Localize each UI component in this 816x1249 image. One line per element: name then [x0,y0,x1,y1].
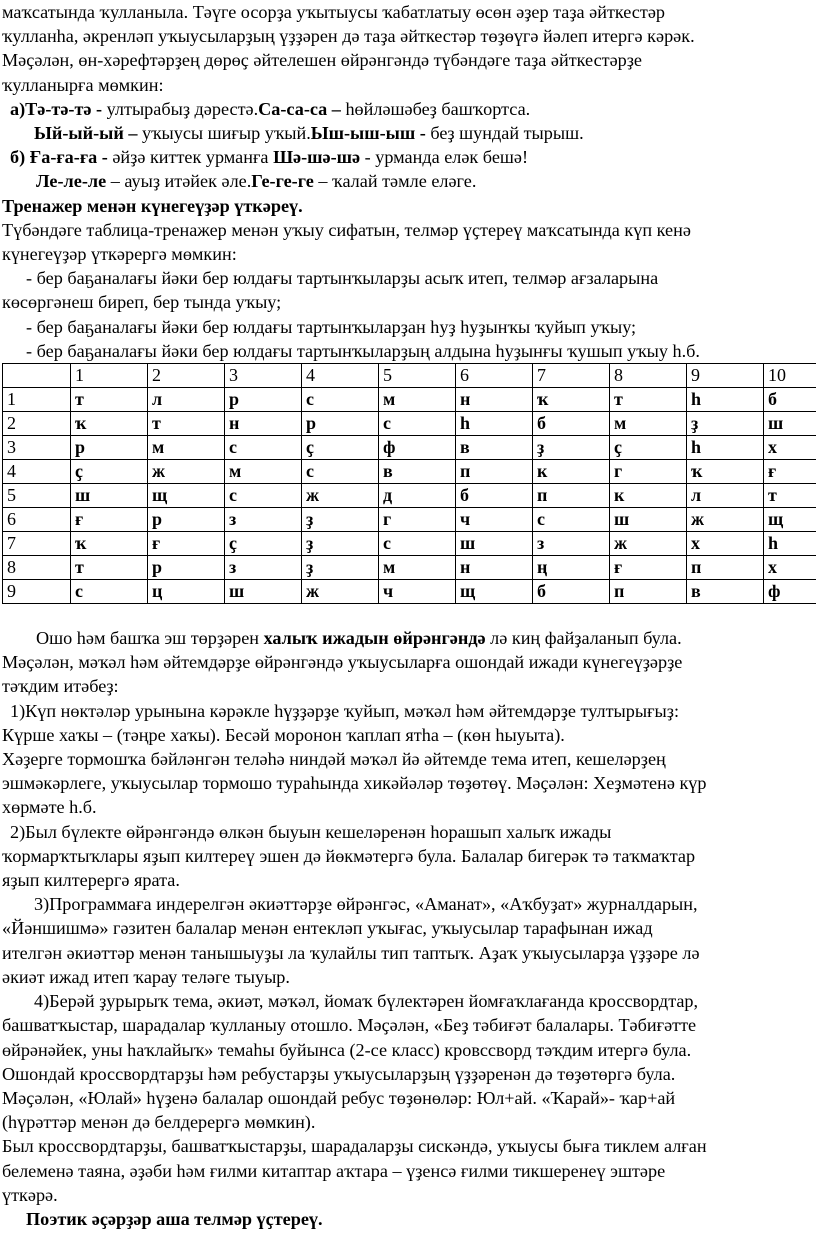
table-row-header: 5 [3,484,71,508]
bullet-item: - бер баҕаналағы йәки бер юлдағы тартынҡыларҙың алдына һуҙынғы ҡушып уҡыу һ.б. [26,340,700,361]
section-heading: Поэтик әҫәрҙәр аша телмәр үҫтереү. [26,1208,323,1229]
table-cell: ч [379,580,456,604]
text-line: башватҡыстар, шарадалар ҡулланыу отошло. Мәҫәлән, «Беҙ тәбиғәт балалары. Тәбиғәтте [2,1015,697,1036]
table-cell: м [379,388,456,412]
table-cell: ж [302,484,379,508]
table-column-header: 8 [610,364,687,388]
list-item-4 [2,989,816,1207]
text-line: «Йәншишмә» гәзитен балалар менән ентекләп уҡығас, уҡыусылар тарафынан ижад [2,918,653,939]
table-cell: х [764,436,816,460]
table-cell: с [379,412,456,436]
table-cell: ҡ [71,532,148,556]
example-bold: а)Тә-тә-тә - [10,98,103,119]
text-line: (һүрәттәр менән дә белдерергә мөмкин). [2,1112,316,1133]
example-bold: б) Ға-ға-ға - [10,147,108,168]
table-cell: ғ [71,508,148,532]
text-line: Был кроссвордтарҙы, башватҡыстарҙы, шарадаларҙы сискәндә, уҡыусы быға тиклем алған [2,1136,707,1157]
text-line [2,626,816,650]
text-run: лә киң файҙаланып була. [485,628,682,649]
example-text: һөйләшәбеҙ башҡортса. [340,98,531,119]
bold-phrase: халыҡ ижадын өйрәнгәндә [263,628,486,649]
table-cell: б [533,412,610,436]
table-cell: ҫ [71,460,148,484]
table-cell: з [225,556,302,580]
table-cell: т [71,388,148,412]
table-cell: д [379,484,456,508]
text-line: эшмәкәрлеге, уҡыусылар тормошо тураһында хикәйәләр төҙөтөү. Мәҫәлән: Хеҙмәтенә күр [2,773,707,794]
table-body [3,388,816,604]
text-line: ҡормарҡтыҡлары яҙып килтереү эшен дә йөкмәтергә була. Балалар бигерәк тә таҡмаҡтар [2,845,696,866]
table-cell: с [225,436,302,460]
table-cell: р [71,436,148,460]
table-row-header: 2 [3,412,71,436]
example-text: әйҙә киттек урманға [107,147,274,168]
table-cell: ҙ [302,556,379,580]
table-cell: ж [687,508,764,532]
text-line: күнегеүҙәр үткәрергә мөмкин: [2,244,237,265]
table-cell: ҙ [302,532,379,556]
table-cell: т [148,412,225,436]
table-cell: р [148,508,225,532]
table-cell: ш [71,484,148,508]
table-column-header: 10 [764,364,816,388]
table-cell: т [610,388,687,412]
text-line: Хәҙерге тормошҡа бәйләнгән теләһә ниндәй мәҡәл йә әйтемде тема итеп, кешеләрҙең [2,749,666,770]
intro-paragraph [2,0,816,97]
table-row-header: 3 [3,436,71,460]
text-line: 2)Был бүлекте өйрәнгәндә өлкән быуын кешеләренән һорашып халыҡ ижады [10,821,612,842]
text-run: Ошо һәм башҡа эш төрҙәрен [36,628,264,649]
text-line: Ошондай кроссвордтарҙы һәм ребустарҙы уҡыусыларҙың үҙҙәренән дә төҙөтөргә була. [2,1063,676,1084]
table-cell: с [225,484,302,508]
table-cell: һ [764,532,816,556]
table-cell: ҙ [533,436,610,460]
table-cell: л [687,484,764,508]
table-row [3,412,816,436]
example-text: - урманда еләк бешә! [360,147,529,168]
table-cell: г [379,508,456,532]
table-cell: ф [379,436,456,460]
section-heading: Тренажер менән күнегеүҙәр үткәреү. [2,195,303,216]
table-row-header: 4 [3,460,71,484]
text-line: өйрәнәйек, уны һаҡлайыҡ» темаһы буйынса (2-се класс) кровссворд тәҡдим итергә була. [2,1039,692,1060]
text-line: ителгән әкиәттәр менән танышыуҙы ла ҡулайлы тип таптыҡ. Аҙаҡ уҡыусыларҙа үҙҙәре лә [2,942,700,963]
text-line: маҡсатында ҡулланыла. Тәүге осорҙа уҡытыусы ҡабатлатыу өсөн әҙер таҙа әйткестәр [2,2,665,22]
table-cell: с [302,460,379,484]
table-cell: с [533,508,610,532]
table-column-header: 5 [379,364,456,388]
text-line: тәҡдим итәбеҙ: [2,676,119,697]
table-cell: һ [456,412,533,436]
table-cell: ш [225,580,302,604]
table-cell: щ [764,508,816,532]
text-line: Мәҫәлән, өн-хәрефтәрҙең дөрөҫ әйтелешен өйрәнгәндә түбәндәге таҙа әйткестәрҙе [2,50,643,71]
table-header-row [3,364,816,388]
table-cell: б [533,580,610,604]
table-cell: н [456,388,533,412]
example-bold: Ге-ге-ге [251,171,314,192]
table-cell: ж [610,532,687,556]
table-cell: з [533,532,610,556]
table-cell: ф [764,580,816,604]
text-line: ҡулланһа, әкренләп уҡыусыларҙың үҙҙәрен дә таҙа әйткестәр төҙөүгә йәлеп итергә кәрәк. [2,26,695,47]
text-line: Күрше хаҡы – (тәңре хаҡы). Бесәй моронон ҡаплап ятһа – (көн һыуыта). [2,724,565,745]
table-row [3,508,816,532]
table-cell: в [687,580,764,604]
table-cell: з [225,508,302,532]
example-line-a2 [2,121,816,145]
spacer [2,604,816,626]
table-cell: щ [148,484,225,508]
example-line-b2 [2,169,816,193]
text-line: Мәҫәлән, «Юлай» һүҙенә балалар ошондай ребус төҙөнөләр: Юл+ай. «Ҡарай»- ҡар+ай [2,1087,676,1108]
table-row [3,460,816,484]
letter-trainer-table [2,363,816,604]
text-line: үткәрә. [2,1184,58,1205]
text-line: белеменә таяна, әҙәби һәм ғилми китаптар аҡтара – үҙенсә ғилми тикшеренеү эштәре [2,1160,666,1181]
table-column-header: 7 [533,364,610,388]
table-row-header: 7 [3,532,71,556]
table-cell: ҫ [610,436,687,460]
tongue-twister-examples [2,97,816,194]
example-line-a1 [2,97,816,121]
text-line: 3)Программаға индерелгән әкиәттәрҙе өйрәнгәс, «Аманат», «Аҡбуҙат» журналдарын, [34,894,698,915]
table-cell: т [764,484,816,508]
bullet-continuation: көсөргәнеш биреп, бер тында уҡыу; [2,292,282,313]
table-cell: б [764,388,816,412]
table-cell: п [456,460,533,484]
example-text: беҙ шундай тырыш. [425,123,584,144]
table-row-header: 8 [3,556,71,580]
list-item-3 [2,892,816,989]
table-cell: х [687,532,764,556]
table-cell: в [379,460,456,484]
table-column-header: 9 [687,364,764,388]
table-cell: т [71,556,148,580]
table-cell: п [687,556,764,580]
table-cell: м [610,412,687,436]
text-line: 4)Берәй ҙурырыҡ тема, әкиәт, мәҡәл, йомаҡ бүлектәрен йомғаҡлағанда кроссвордтар, [34,991,699,1012]
table-row-header: 6 [3,508,71,532]
folklore-paragraph [2,626,816,699]
trainer-paragraph [2,218,816,363]
table-cell: ч [456,508,533,532]
example-line-b1 [2,145,816,169]
table-cell: ж [148,460,225,484]
table-cell: в [456,436,533,460]
example-bold: Ле-ле-ле [36,171,107,192]
table-corner-cell [3,364,71,388]
table-cell: һ [687,436,764,460]
table-row [3,388,816,412]
table-cell: ш [764,412,816,436]
table-cell: ҙ [302,508,379,532]
table-column-header: 4 [302,364,379,388]
table-cell: м [379,556,456,580]
text-line: 1)Күп нөктәләр урынына кәрәкле һүҙҙәрҙе ҡуйып, мәҡәл һәм әйтемдәрҙе тултырығыҙ: [10,700,679,721]
table-column-header: 3 [225,364,302,388]
table-cell: ҫ [302,436,379,460]
table-cell: ш [610,508,687,532]
table-cell: ш [456,532,533,556]
text-line: хөрмәте һ.б. [2,797,97,818]
table-cell: ҫ [225,532,302,556]
table-cell: р [302,412,379,436]
text-line: яҙып килтерергә ярата. [2,870,180,891]
bullet-item: - бер баҕаналағы йәки бер юлдағы тартынҡыларҙы асыҡ итеп, телмәр ағзаларына [26,268,659,289]
table-cell: һ [687,388,764,412]
table-cell: ң [533,556,610,580]
table-cell: н [456,556,533,580]
table-cell: ғ [764,460,816,484]
table-cell: ғ [610,556,687,580]
table-row [3,580,816,604]
table-cell: с [302,388,379,412]
table-row [3,556,816,580]
example-bold: Са-са-са – [258,98,341,119]
table-cell: к [533,460,610,484]
table-cell: с [379,532,456,556]
example-bold: Ый-ый-ый – [34,123,138,144]
table-cell: ғ [148,532,225,556]
text-line: ҡулланырға мөмкин: [2,74,164,95]
example-bold: Ыш-ыш-ыш - [310,123,426,144]
table-cell: л [148,388,225,412]
table-cell: п [610,580,687,604]
table-cell: р [148,556,225,580]
table-column-header: 1 [71,364,148,388]
table-cell: г [610,460,687,484]
table-cell: м [225,460,302,484]
table-cell: с [71,580,148,604]
table-cell: ҡ [71,412,148,436]
example-text: – ауыҙ итәйек әле. [106,171,252,192]
example-bold: Шә-шә-шә [273,147,361,168]
text-line: Түбәндәге таблица-тренажер менән уҡыу сифатын, телмәр үҫтереү маҡсатында күп кенә [2,219,691,240]
table-column-header: 6 [456,364,533,388]
table-row [3,484,816,508]
example-text: ултырабыҙ дәрестә. [102,98,259,119]
table-cell: н [225,412,302,436]
list-item-2 [2,820,816,893]
text-line: әкиәт ижад итеп ҡарау теләге тыуыр. [2,966,290,987]
example-text: – ҡалай тәмле еләге. [313,171,477,192]
table-cell: ҙ [687,412,764,436]
example-text: уҡыусы шиғыр уҡый. [137,123,311,144]
text-line: Мәҫәлән, мәҡәл һәм әйтемдәрҙе өйрәнгәндә уҡыусыларға ошондай ижади күнегеүҙәрҙе [2,652,683,673]
table-cell: ц [148,580,225,604]
table-cell: р [225,388,302,412]
table-row [3,532,816,556]
table-row-header: 9 [3,580,71,604]
table-cell: п [533,484,610,508]
table-cell: м [148,436,225,460]
table-cell: ҡ [687,460,764,484]
table-cell: б [456,484,533,508]
table-cell: щ [456,580,533,604]
table-cell: ҡ [533,388,610,412]
table-column-header: 2 [148,364,225,388]
bullet-item: - бер баҕаналағы йәки бер юлдағы тартынҡыларҙан һуҙ һуҙынҡы ҡуйып уҡыу; [26,316,637,337]
list-item-1 [2,699,816,820]
table-row [3,436,816,460]
table-cell: к [610,484,687,508]
table-cell: х [764,556,816,580]
table-row-header: 1 [3,388,71,412]
table-cell: ж [302,580,379,604]
